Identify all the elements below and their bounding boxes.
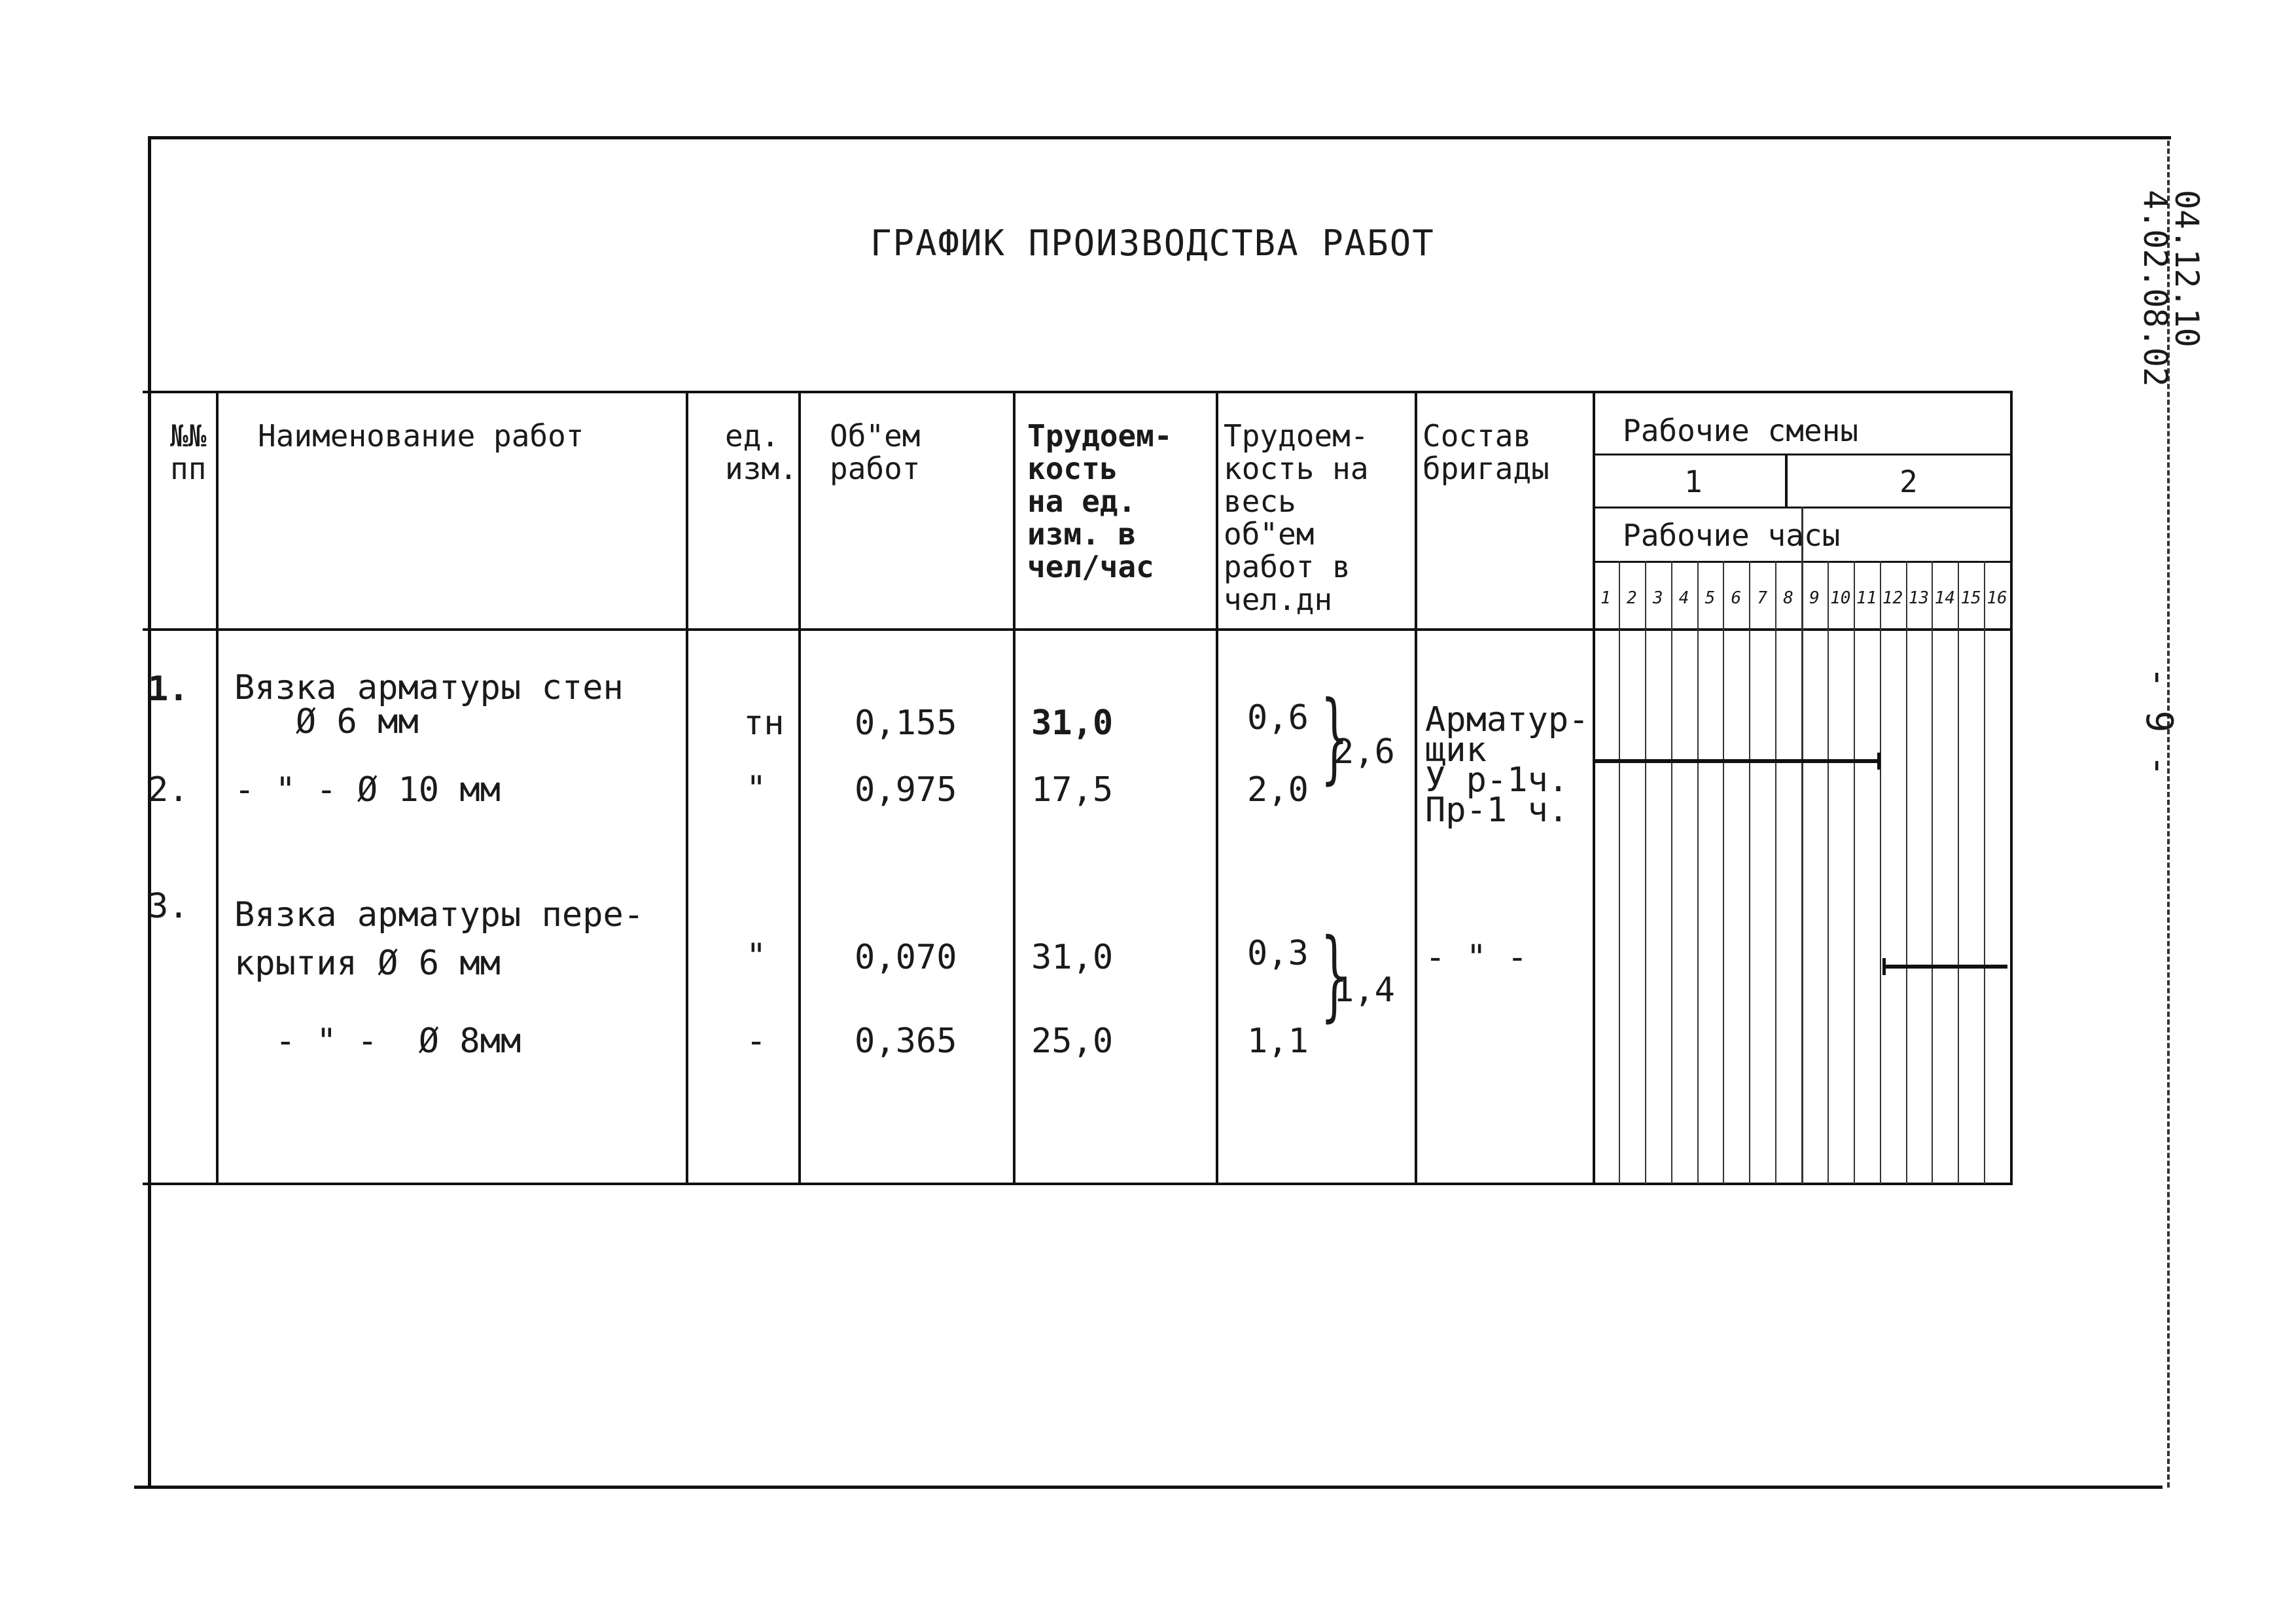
- row-1-labor-total: 0,6: [1247, 698, 1309, 738]
- hour-label: 7: [1757, 588, 1768, 608]
- row-2-name: - " - Ø 10 мм: [234, 770, 501, 810]
- row-2-num: 2.: [148, 770, 189, 810]
- header-labor-total: Трудоем- кость на весь об"ем работ в чел.дн: [1224, 418, 1369, 617]
- row-4-labor-unit: 25,0: [1031, 1022, 1114, 1061]
- hour-label: 6: [1731, 588, 1742, 608]
- row-4-labor-total: 1,1: [1247, 1022, 1309, 1061]
- row-3-name: Вязка арматуры пере- крытия Ø 6 мм: [234, 895, 645, 983]
- hour-grid-line: [1749, 561, 1750, 1184]
- hour-grid-line: [1880, 561, 1881, 1184]
- header-shift-2: 2: [1899, 464, 1918, 499]
- row-4-volume: 0,365: [855, 1022, 957, 1061]
- header-name: Наименование работ: [258, 418, 584, 454]
- hour-label: 14: [1934, 588, 1955, 608]
- header-num: №№ пп: [170, 418, 207, 486]
- gantt-bar-end-tick: [1877, 753, 1881, 770]
- hour-label: 3: [1652, 588, 1663, 608]
- hour-grid-line: [1697, 561, 1699, 1184]
- page-title: ГРАФИК ПРОИЗВОДСТВА РАБОТ: [870, 223, 1435, 264]
- hour-label: 12: [1882, 588, 1903, 608]
- hour-grid-line: [1775, 561, 1776, 1184]
- row-1-unit: тн: [743, 704, 785, 743]
- header-unit: ед. изм.: [725, 418, 798, 486]
- row-3-num: 3.: [148, 887, 189, 926]
- document-code: 04.12.10 4.02.08.02: [2136, 190, 2206, 387]
- row-1-volume: 0,155: [855, 704, 957, 743]
- frame-top-border: [149, 136, 2171, 139]
- group-1-crew: Арматур- щик У р-1ч. Пр-1 ч.: [1425, 700, 1589, 830]
- hour-label: 13: [1908, 588, 1930, 608]
- hour-label: 2: [1626, 588, 1637, 608]
- row-3-labor-unit: 31,0: [1031, 938, 1114, 977]
- header-crew: Состав бригады: [1422, 418, 1549, 486]
- row-4-name: - " - Ø 8мм: [234, 1022, 521, 1061]
- hour-label: 8: [1783, 588, 1793, 608]
- hour-label: 1: [1600, 588, 1611, 608]
- group-2-crew: - " -: [1425, 938, 1528, 977]
- hour-label: 16: [1987, 588, 2007, 608]
- row-3-volume: 0,070: [855, 938, 957, 977]
- gantt-bar: [1882, 965, 2007, 969]
- header-shifts: Рабочие смены: [1623, 413, 1859, 448]
- hour-label: 4: [1678, 588, 1689, 608]
- row-2-volume: 0,975: [855, 770, 957, 810]
- hour-grid-line: [1906, 561, 1907, 1184]
- hour-label: 15: [1960, 588, 1981, 608]
- hour-label: 11: [1856, 588, 1877, 608]
- hour-grid-line: [1645, 561, 1646, 1184]
- hour-grid-line: [1723, 561, 1724, 1184]
- header-shift-1: 1: [1684, 464, 1703, 499]
- hour-grid-line: [1671, 561, 1672, 1184]
- row-4-unit: -: [746, 1022, 767, 1061]
- gantt-bar-end-tick: [1882, 958, 1886, 975]
- header-volume: Об"ем работ: [830, 418, 921, 486]
- gantt-bar: [1593, 759, 1880, 763]
- row-1-name: Вязка арматуры стен Ø 6 мм: [234, 668, 624, 741]
- group-1-brace: }: [1320, 681, 1349, 794]
- hour-grid-line: [1854, 561, 1855, 1184]
- hour-grid-line: [1958, 561, 1959, 1184]
- row-1-num: 1.: [148, 669, 189, 709]
- hour-label: 10: [1830, 588, 1851, 608]
- hour-grid-line: [1801, 507, 1803, 1184]
- group-2-sum: 1,4: [1333, 971, 1395, 1010]
- group-1-sum: 2,6: [1333, 732, 1395, 772]
- row-1-labor-unit: 31,0: [1031, 704, 1114, 743]
- group-2-brace: }: [1320, 918, 1349, 1032]
- row-2-labor-unit: 17,5: [1031, 770, 1114, 810]
- schedule-table: [143, 391, 2013, 1184]
- hour-grid-line: [1984, 561, 1985, 1184]
- frame-bottom-border: [134, 1486, 2163, 1489]
- hour-label: 5: [1704, 588, 1716, 608]
- row-2-labor-total: 2,0: [1247, 770, 1309, 810]
- hour-label: 9: [1809, 588, 1820, 608]
- row-2-unit: ": [746, 769, 767, 808]
- hour-grid-line: [1619, 561, 1620, 1184]
- page-number: - 9 -: [2137, 666, 2180, 777]
- row-3-labor-total: 0,3: [1247, 934, 1309, 973]
- hour-grid-line: [1828, 561, 1829, 1184]
- hour-grid-line: [1932, 561, 1933, 1184]
- header-hours: Рабочие часы: [1623, 518, 1841, 553]
- row-3-unit: ": [746, 936, 767, 976]
- header-labor-unit: Трудоем- кость на ед. изм. в чел/час: [1027, 418, 1173, 584]
